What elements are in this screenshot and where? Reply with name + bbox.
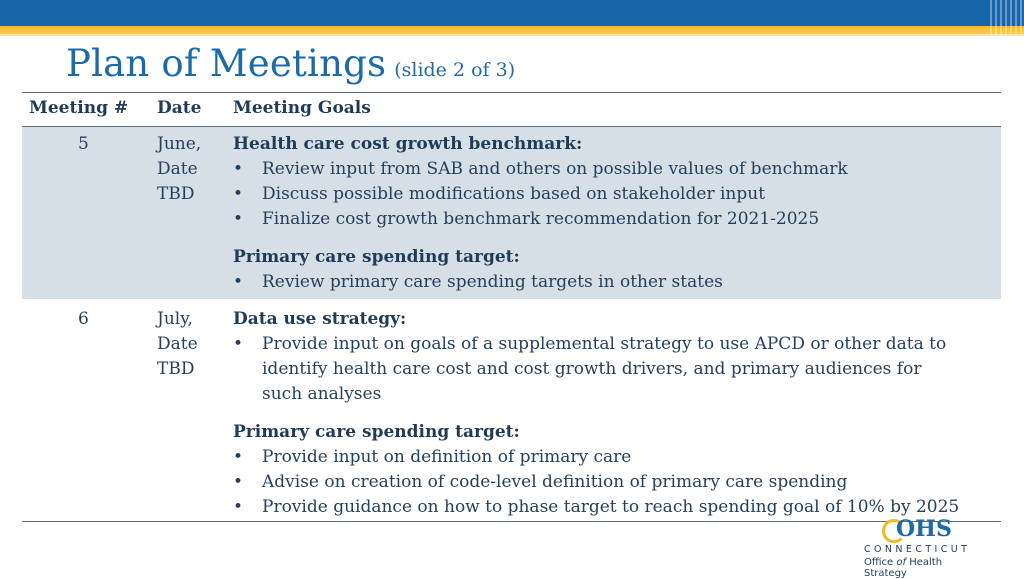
header-blue-bar	[0, 0, 1024, 26]
goal-item-text: Provide guidance on how to phase target to reach spending goal of 10% by 2025	[262, 497, 960, 517]
goal-item-text: Finalize cost growth benchmark recommendation for 2021-2025	[262, 209, 820, 229]
meeting-date-line: June,	[157, 134, 202, 154]
meeting-number: 6	[78, 309, 89, 329]
bullet-icon: •	[233, 447, 244, 467]
slide-title-main: Plan of Meetings	[66, 42, 387, 85]
header-stripes	[990, 0, 1024, 36]
goal-group-title: Health care cost growth benchmark:	[233, 134, 583, 154]
column-header-goals: Meeting Goals	[233, 98, 371, 118]
table-bottom-rule	[22, 521, 1001, 522]
meeting-date-line: TBD	[157, 184, 195, 204]
bullet-icon: •	[233, 334, 244, 354]
header-gold-bar	[0, 26, 1024, 34]
goal-item-text: Review input from SAB and others on possible values of benchmark	[262, 159, 848, 179]
meeting-date-line: Date	[157, 159, 198, 179]
logo-state: CONNECTICUT	[864, 544, 971, 555]
bullet-icon: •	[233, 184, 244, 204]
goal-item-text: Discuss possible modifications based on stakeholder input	[262, 184, 766, 204]
goal-group-title: Data use strategy:	[233, 309, 407, 329]
goal-item-text: Provide input on goals of a supplemental strategy to use APCD or other data to	[262, 334, 947, 354]
bullet-icon: •	[233, 472, 244, 492]
goal-item-text: Provide input on definition of primary care	[262, 447, 632, 467]
logo-office: Office of Health Strategy	[864, 557, 943, 579]
logo-mark: OHS	[896, 516, 952, 542]
bullet-icon: •	[233, 497, 244, 517]
ohs-logo	[862, 516, 982, 579]
meeting-date-line: Date	[157, 334, 198, 354]
slide-title-subtitle: (slide 2 of 3)	[394, 59, 516, 81]
goal-group-title: Primary care spending target:	[233, 247, 520, 267]
slide-title	[66, 42, 515, 85]
column-header-meeting: Meeting #	[29, 98, 129, 118]
meeting-date-line: TBD	[157, 359, 195, 379]
table-top-rule	[22, 92, 1001, 93]
header-gold-line	[0, 34, 1024, 36]
goal-item-text: such analyses	[262, 384, 382, 404]
goal-item-text: Advise on creation of code-level definition of primary care spending	[262, 472, 848, 492]
meeting-date-line: July,	[157, 309, 193, 329]
bullet-icon: •	[233, 272, 244, 292]
meeting-number: 5	[78, 134, 89, 154]
bullet-icon: •	[233, 209, 244, 229]
bullet-icon: •	[233, 159, 244, 179]
column-header-date: Date	[157, 98, 202, 118]
goal-group-title: Primary care spending target:	[233, 422, 520, 442]
goal-item-text: Review primary care spending targets in other states	[262, 272, 723, 292]
goal-item-text: identify health care cost and cost growth drivers, and primary audiences for	[262, 359, 922, 379]
